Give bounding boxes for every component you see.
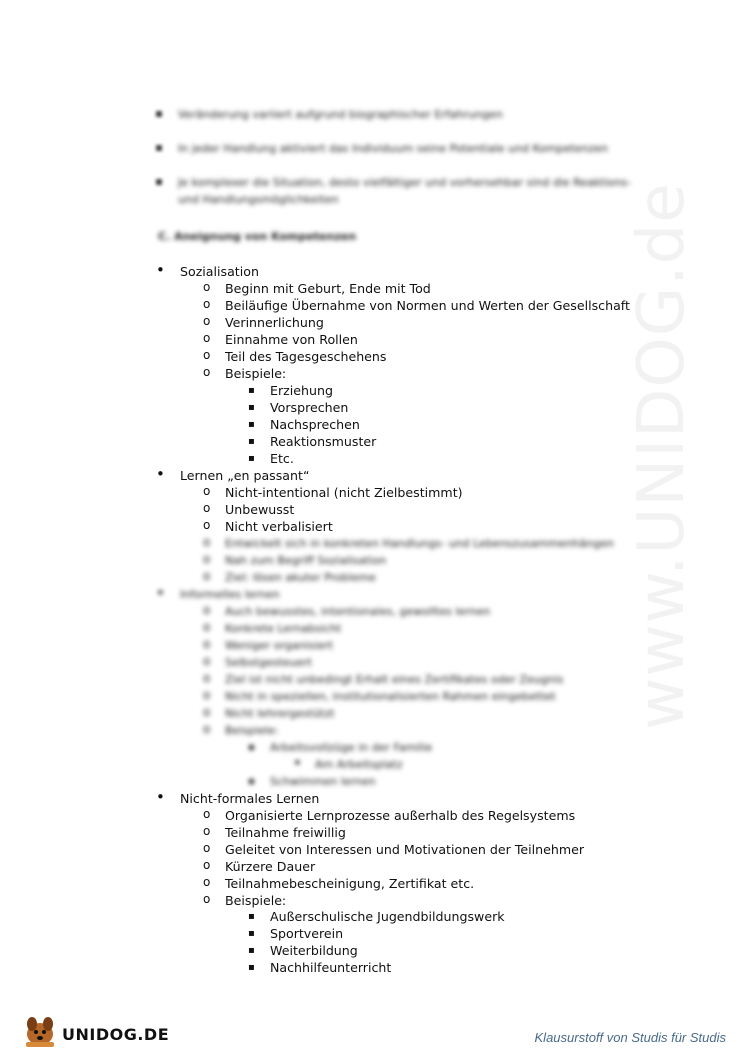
sub-item: Beispiele: [225,893,287,908]
blurred-item: Ziel ist nicht unbedingt Erhalt eines Zertifikates oder Zeugnis [225,673,564,686]
list-item-label: Sozialisation [180,264,259,279]
blurred-item: Beispiele: [225,724,279,737]
sub-item: Teilnahmebescheinigung, Zertifikat etc. [225,876,475,891]
sub-item: Teilnahme freiwillig [225,825,346,840]
blurred-item: In jeder Handlung aktiviert das Individuum seine Potentiale und Kompetenzen [178,142,608,155]
example-item: Nachhilfeunterricht [270,960,392,975]
example-item: Außerschulische Jugendbildungswerk [270,909,505,924]
blurred-item: Ziel: lösen akuter Probleme [225,571,376,584]
blurred-item: Entwickelt sich in konkreten Handlungs- und Lebenszusammenhängen [225,537,614,550]
example-item: Reaktionsmuster [270,434,377,449]
example-item: Etc. [270,451,294,466]
example-item: Erziehung [270,383,333,398]
example-item: Vorsprechen [270,400,349,415]
example-item: Sportverein [270,926,344,941]
blurred-item: Veränderung variiert aufgrund biographischer Erfahrungen [178,108,503,121]
list-item-label: Lernen „en passant“ [180,468,310,483]
example-item: Nachsprechen [270,417,360,432]
blurred-item: Informelles lernen [180,588,280,601]
blurred-item: Je komplexer die Situation, desto vielfältiger und vorhersehbar sind die Reaktions- und Handlungsmöglichkeiten [178,176,631,206]
sub-item: Kürzere Dauer [225,859,316,874]
section-heading: C. Aneignung von Kompetenzen [158,230,357,243]
blurred-item: Nicht in speziellen, institutionalisierten Rahmen eingebettet [225,690,556,703]
sub-item: Organisierte Lernprozesse außerhalb des Regelsystems [225,808,576,823]
sub-item: Beiläufige Übernahme von Normen und Werten der Gesellschaft [225,298,630,313]
list-item-label: Nicht-formales Lernen [180,791,320,806]
sub-item: Beispiele: [225,366,287,381]
logo-text: UNIDOG.DE [62,1025,170,1044]
sub-item: Teil des Tagesgeschehens [225,349,387,364]
bullet-icon [156,179,162,185]
sub-item: Geleitet von Interessen und Motivationen der Teilnehmer [225,842,585,857]
sub-item: Einnahme von Rollen [225,332,358,347]
sub-item: Nicht verbalisiert [225,519,333,534]
example-item: Weiterbildung [270,943,358,958]
blurred-item: Weniger organisiert [225,639,333,652]
blurred-item: Auch bewusstes, intentionales, gewolltes lernen [225,605,491,618]
bullet-icon [156,145,162,151]
blurred-item: Arbeitsvollzüge in der Familie [270,741,433,754]
blurred-item: Nicht lehrergestützt [225,707,335,720]
sub-item: Nicht-intentional (nicht Zielbestimmt) [225,485,463,500]
blurred-item: Selbstgesteuert [225,656,312,669]
blurred-item: Nah zum Begriff Sozialisation [225,554,387,567]
watermark: www.UNIDOG.de [625,182,699,730]
blurred-item: Am Arbeitsplatz [315,758,403,771]
bullet-icon [156,111,162,117]
blurred-item: Schwimmen lernen [270,775,376,788]
sub-item: Verinnerlichung [225,315,324,330]
footer-tagline: Klausurstoff von Studis für Studis [534,1030,726,1045]
sub-item: Unbewusst [225,502,295,517]
sub-item: Beginn mit Geburt, Ende mit Tod [225,281,431,296]
blurred-item: Konkrete Lernabsicht [225,622,342,635]
